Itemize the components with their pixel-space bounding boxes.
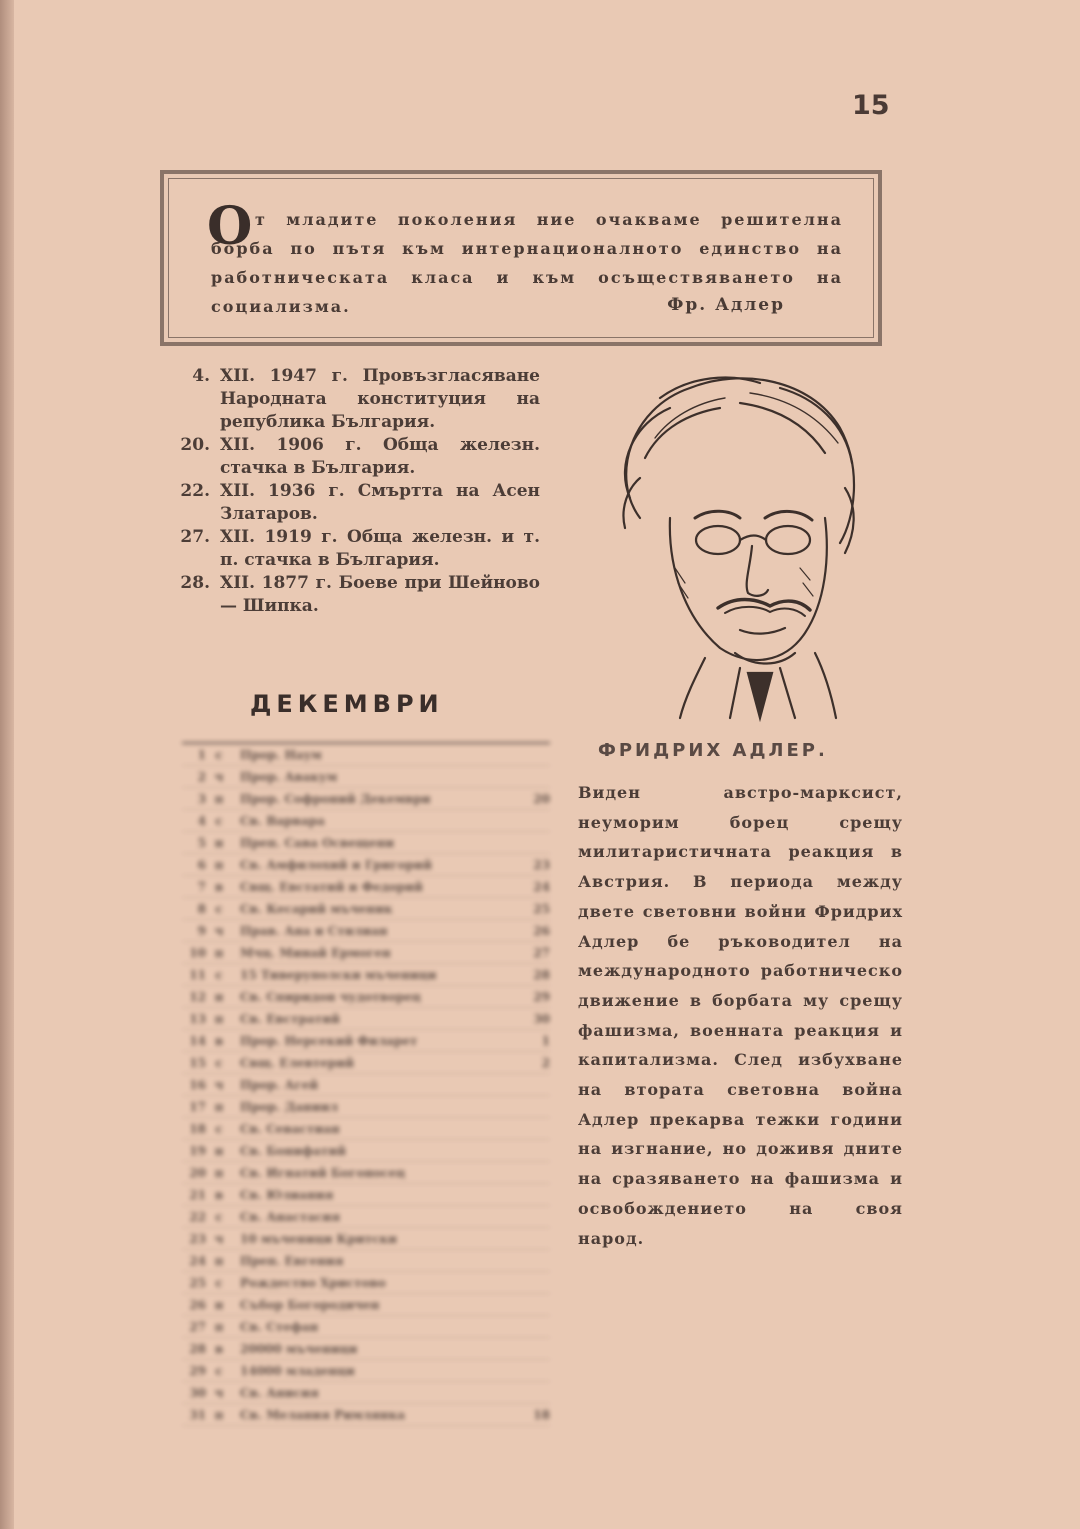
calendar-saint-name: 10 мъченици Критски — [240, 1231, 398, 1246]
calendar-day-number: 12 — [189, 989, 206, 1004]
calendar-weekday: п — [214, 1407, 224, 1422]
calendar-saint-name: Прор. Авакум — [240, 769, 338, 784]
calendar-day-number: 9 — [197, 923, 206, 938]
calendar-old-style-day: 23 — [533, 857, 550, 872]
calendar-saint-name: Прор. Даниил — [240, 1099, 338, 1114]
calendar-weekday: п — [214, 1253, 224, 1268]
calendar-day-number: 4 — [197, 813, 206, 828]
calendar-row — [182, 1316, 550, 1338]
calendar-weekday: н — [214, 1143, 224, 1158]
event-text: XII. 1919 г. Обща железн. и т. п. стачка в България. — [220, 527, 540, 570]
calendar-row — [182, 1360, 550, 1382]
calendar-day-number: 24 — [189, 1253, 206, 1268]
calendar-saint-name: Св. Севастиан — [240, 1121, 340, 1136]
calendar-saint-name: Св. Евстратий — [240, 1011, 340, 1026]
calendar-saint-name: Свщ. Евстатий и Федорий — [240, 879, 423, 894]
events-list — [170, 365, 540, 618]
calendar-day-number: 20 — [189, 1165, 206, 1180]
calendar-weekday: п — [214, 857, 224, 872]
calendar-row — [182, 1294, 550, 1316]
calendar-row — [182, 898, 550, 920]
calendar-day-number: 14 — [189, 1033, 206, 1048]
calendar-row — [182, 1382, 550, 1404]
calendar-day-number: 10 — [189, 945, 206, 960]
calendar-saint-name: Прор. Наум — [240, 747, 322, 762]
calendar-saint-name: 20000 мъченици — [240, 1341, 358, 1356]
calendar-weekday: п — [214, 1319, 224, 1334]
calendar-row — [182, 1228, 550, 1250]
calendar-day-number: 2 — [197, 769, 206, 784]
calendar-weekday: н — [214, 989, 224, 1004]
calendar-weekday: с — [215, 1363, 223, 1378]
calendar-saint-name: 14000 младенци — [240, 1363, 355, 1378]
calendar-weekday: п — [214, 945, 224, 960]
quote-box — [160, 170, 882, 346]
calendar-weekday: в — [214, 1033, 224, 1048]
calendar-day-number: 28 — [189, 1341, 206, 1356]
calendar-saint-name: Св. Стефан — [240, 1319, 319, 1334]
calendar-weekday: ч — [214, 1231, 224, 1246]
calendar-old-style-day: 28 — [533, 967, 550, 982]
calendar-saint-name: Св. Кесарий мъченик — [240, 901, 393, 916]
calendar-day-number: 17 — [189, 1099, 206, 1114]
calendar-row — [182, 1272, 550, 1294]
calendar-saint-name: Прор. Нерсекий Филарет — [240, 1033, 418, 1048]
calendar-weekday: с — [215, 1121, 223, 1136]
calendar-old-style-day: 26 — [533, 923, 550, 938]
calendar-saint-name: Св. Анастасия — [240, 1209, 341, 1224]
calendar-old-style-day: 27 — [533, 945, 550, 960]
calendar-weekday: в — [214, 879, 224, 894]
calendar-saint-name: Рождество Христово — [240, 1275, 386, 1290]
calendar-row — [182, 1206, 550, 1228]
calendar-row — [182, 1008, 550, 1030]
calendar-day-number: 8 — [197, 901, 206, 916]
calendar-old-style-day: 30 — [533, 1011, 550, 1026]
calendar-day-number: 18 — [189, 1121, 206, 1136]
calendar-saint-name: Преп. Евгения — [240, 1253, 344, 1268]
calendar-saint-name: Събор Богородичен — [240, 1297, 380, 1312]
calendar-saint-name: Св. Варвара — [240, 813, 325, 828]
event-text: XII. 1947 г. Провъзгласяване Народната конституция на република България. — [220, 366, 540, 432]
calendar-old-style-day: 18 — [533, 1407, 550, 1422]
event-item — [170, 480, 540, 526]
calendar-day-number: 16 — [189, 1077, 206, 1092]
calendar-saint-name: Мчц. Минай Ермоген — [240, 945, 391, 960]
calendar-row — [182, 920, 550, 942]
event-item — [170, 526, 540, 572]
calendar-rows — [182, 744, 550, 1426]
calendar-row — [182, 1118, 550, 1140]
calendar-day-number: 31 — [189, 1407, 206, 1422]
adler-portrait-illustration — [600, 368, 870, 723]
calendar-row — [182, 1162, 550, 1184]
calendar-saint-name: Св. Амфилохий и Григорий — [240, 857, 432, 872]
calendar-weekday: п — [214, 1011, 224, 1026]
calendar-weekday: с — [215, 1055, 223, 1070]
calendar-weekday: в — [214, 1341, 224, 1356]
calendar-saint-name: Прор. Софроний Декември — [240, 791, 431, 806]
calendar-day-number: 30 — [189, 1385, 206, 1400]
calendar-saint-name: Прав. Ана и Стилиан — [240, 923, 388, 938]
calendar-saint-name: Свщ. Елевтерий — [240, 1055, 355, 1070]
calendar-weekday: ч — [214, 1385, 224, 1400]
event-text: XII. 1906 г. Обща железн. стачка в България. — [220, 435, 540, 478]
calendar-day-number: 27 — [189, 1319, 206, 1334]
event-day: 20. — [180, 435, 210, 455]
calendar-old-style-day: 1 — [541, 1033, 550, 1048]
calendar-saint-name: Прор. Агей — [240, 1077, 319, 1092]
calendar-row — [182, 832, 550, 854]
calendar-weekday: п — [214, 791, 224, 806]
event-day: 28. — [180, 573, 210, 593]
bio-text: Виден австро-марксист, неуморим борец срещу милитаристичната реакция в Австрия. В периода между двете световни войни Фридрих Адлер бе ръководител на международното работническо движение в борбата му срещу фашизма, военната реакция и капитализма. След избухване на втората световна война Адлер прекарва тежки години на изгнание, но доживя дните на сразяването на фашизма и освобождението на своя народ. — [578, 783, 903, 1248]
calendar-weekday: п — [214, 1099, 224, 1114]
calendar-saint-name: Преп. Сава Освещени — [240, 835, 395, 850]
calendar-row — [182, 810, 550, 832]
calendar-day-number: 19 — [189, 1143, 206, 1158]
calendar-saint-name: Св. Юлиания — [240, 1187, 334, 1202]
calendar-day-number: 1 — [197, 747, 206, 762]
calendar-row — [182, 788, 550, 810]
calendar-day-number: 29 — [189, 1363, 206, 1378]
calendar-saint-name: Св. Мелания Римлянка — [240, 1407, 406, 1422]
calendar-saint-name: 15 Тиверуполски мъченици — [240, 967, 437, 982]
calendar-row — [182, 876, 550, 898]
calendar-row — [182, 1338, 550, 1360]
calendar-row — [182, 964, 550, 986]
calendar-day-number: 5 — [197, 835, 206, 850]
calendar-row — [182, 1052, 550, 1074]
calendar-row — [182, 766, 550, 788]
calendar-day-number: 3 — [197, 791, 206, 806]
event-day: 4. — [192, 366, 210, 386]
quote-inner-border — [168, 178, 874, 338]
calendar-day-number: 6 — [197, 857, 206, 872]
portrait-sketch — [600, 368, 870, 723]
calendar-day-number: 11 — [189, 967, 206, 982]
event-item — [170, 365, 540, 434]
calendar-day-number: 15 — [189, 1055, 206, 1070]
page-number: 15 — [852, 90, 890, 121]
calendar-row — [182, 854, 550, 876]
calendar-weekday: ч — [214, 769, 224, 784]
calendar-weekday: н — [214, 835, 224, 850]
calendar-day-number: 13 — [189, 1011, 206, 1026]
calendar-month-title: ДЕКЕМВРИ — [250, 690, 444, 718]
event-day: 22. — [180, 481, 210, 501]
calendar-day-number: 26 — [189, 1297, 206, 1312]
event-item — [170, 434, 540, 480]
calendar-weekday: н — [214, 1297, 224, 1312]
quote-drop-cap: О — [207, 196, 253, 257]
calendar-row — [182, 1404, 550, 1426]
calendar-row — [182, 1030, 550, 1052]
calendar-day-number: 22 — [189, 1209, 206, 1224]
event-text: XII. 1936 г. Смъртта на Асен Златаров. — [220, 481, 540, 524]
calendar-day-number: 23 — [189, 1231, 206, 1246]
calendar-day-number: 7 — [197, 879, 206, 894]
calendar-weekday: ч — [214, 1077, 224, 1092]
calendar-weekday: с — [215, 747, 223, 762]
calendar-saint-name: Св. Спиридон чудотворец — [240, 989, 421, 1004]
calendar-row — [182, 744, 550, 766]
calendar-row — [182, 986, 550, 1008]
calendar-saint-name: Св. Игнатий Богоносец — [240, 1165, 406, 1180]
calendar-row — [182, 942, 550, 964]
calendar-row — [182, 1250, 550, 1272]
event-item — [170, 572, 540, 618]
quote-author: Фр. Адлер — [667, 295, 785, 315]
calendar-row — [182, 1184, 550, 1206]
calendar-weekday: с — [215, 967, 223, 982]
calendar-weekday: п — [214, 1165, 224, 1180]
calendar-saint-name: Св. Бонифатий — [240, 1143, 347, 1158]
calendar-day-number: 25 — [189, 1275, 206, 1290]
calendar-row — [182, 1096, 550, 1118]
calendar-weekday: с — [215, 901, 223, 916]
calendar-saint-name: Св. Анисия — [240, 1385, 319, 1400]
calendar-weekday: в — [214, 1187, 224, 1202]
calendar-old-style-day: 24 — [533, 879, 550, 894]
calendar-weekday: с — [215, 1275, 223, 1290]
calendar-weekday: с — [215, 1209, 223, 1224]
calendar-day-number: 21 — [189, 1187, 206, 1202]
calendar-old-style-day: 29 — [533, 989, 550, 1004]
calendar-header-rule — [182, 728, 550, 744]
book-spine-shadow — [0, 0, 14, 1529]
calendar-old-style-day: 2 — [541, 1055, 550, 1070]
quote-text: т младите поколения ние очакваме решителна борба по пътя към интернационалното единство на работническата класа и към осъществяването на социализма. — [211, 210, 843, 316]
calendar-weekday: ч — [214, 923, 224, 938]
event-text: XII. 1877 г. Боеве при Шейново — Шипка. — [220, 573, 540, 616]
calendar-row — [182, 1140, 550, 1162]
december-calendar-table — [182, 728, 550, 1422]
bio-title: ФРИДРИХ АДЛЕР. — [598, 740, 828, 761]
calendar-old-style-day: 20 — [533, 791, 550, 806]
calendar-weekday: с — [215, 813, 223, 828]
event-day: 27. — [180, 527, 210, 547]
calendar-row — [182, 1074, 550, 1096]
calendar-old-style-day: 25 — [533, 901, 550, 916]
